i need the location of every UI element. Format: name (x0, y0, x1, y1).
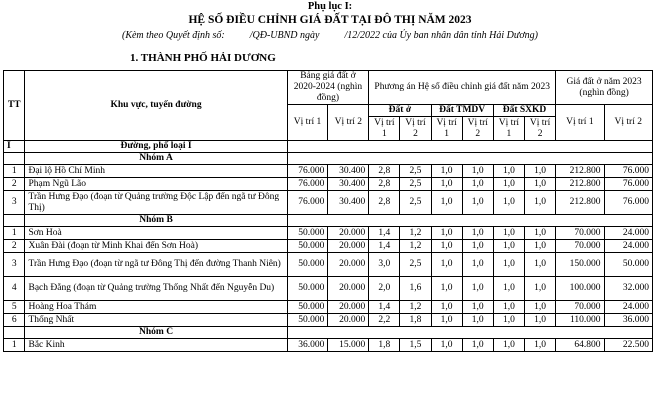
cell-g1: 212.800 (556, 191, 604, 215)
cell-name: Nhóm B (25, 215, 287, 227)
cell-t2: 1,0 (462, 314, 493, 327)
col-2023-vt2: Vị trí 2 (604, 105, 652, 141)
cell-p1: 76.000 (287, 178, 328, 191)
table-row (4, 178, 653, 191)
empty-cell (4, 327, 25, 339)
cell-g2: 24.000 (604, 227, 652, 240)
group-row (4, 327, 653, 339)
cell-g1: 110.000 (556, 314, 604, 327)
cell-g2: 76.000 (604, 178, 652, 191)
cell-o1: 1,8 (369, 339, 400, 352)
cell-o2: 1,2 (400, 227, 431, 240)
cell-p2: 20.000 (328, 301, 369, 314)
col-price-vt2: Vị trí 2 (328, 105, 369, 141)
cell-g1: 212.800 (556, 178, 604, 191)
cell-t1: 1,0 (431, 165, 462, 178)
cell-s1: 1,0 (493, 277, 524, 301)
cell-o1: 1,4 (369, 301, 400, 314)
cell-o2: 2,5 (400, 253, 431, 277)
cell-t2: 1,0 (462, 339, 493, 352)
cell-g2: 24.000 (604, 301, 652, 314)
cell-g2: 32.000 (604, 277, 652, 301)
cell-t1: 1,0 (431, 240, 462, 253)
cell-s2: 1,0 (524, 240, 555, 253)
cell-p1: 50.000 (287, 301, 328, 314)
cell-s1: 1,0 (493, 253, 524, 277)
cell-o2: 1,2 (400, 240, 431, 253)
col-price-table: Bảng giá đất ở 2020-2024 (nghìn đồng) (287, 71, 369, 105)
cell-s1: 1,0 (493, 165, 524, 178)
col-price-2023: Giá đất ở năm 2023 (nghìn đồng) (556, 71, 653, 105)
cell-tt: 5 (4, 301, 25, 314)
cell-name: Hoàng Hoa Thám (25, 301, 287, 314)
cell-p2: 20.000 (328, 253, 369, 277)
cell-p1: 50.000 (287, 227, 328, 240)
cell-p2: 20.000 (328, 227, 369, 240)
col-tmdv-vt2: Vị trí 2 (462, 117, 493, 141)
col-dat-tmdv: Đất TMDV (431, 105, 493, 117)
empty-cell (287, 141, 652, 153)
col-sxkd-vt1: Vị trí 1 (493, 117, 524, 141)
cell-p2: 20.000 (328, 240, 369, 253)
cell-tt: 6 (4, 314, 25, 327)
cell-tt: 2 (4, 240, 25, 253)
cell-p1: 36.000 (287, 339, 328, 352)
col-tt: TT (4, 71, 25, 141)
table-row (4, 227, 653, 240)
cell-s2: 1,0 (524, 165, 555, 178)
cell-t1: 1,0 (431, 191, 462, 215)
cell-o2: 2,5 (400, 165, 431, 178)
cell-t2: 1,0 (462, 191, 493, 215)
cell-s2: 1,0 (524, 253, 555, 277)
cell-t2: 1,0 (462, 277, 493, 301)
cell-tt: 1 (4, 165, 25, 178)
cell-name: Sơn Hoà (25, 227, 287, 240)
cell-s2: 1,0 (524, 191, 555, 215)
table-row (4, 253, 653, 277)
cell-g2: 22.500 (604, 339, 652, 352)
cell-tt: 2 (4, 178, 25, 191)
cell-tt: 3 (4, 253, 25, 277)
cell-t2: 1,0 (462, 240, 493, 253)
cell-t1: 1,0 (431, 301, 462, 314)
cell-g2: 76.000 (604, 165, 652, 178)
cell-name: Bạch Đằng (đoạn từ Quảng trường Thống Nhất đến Nguyễn Du) (25, 277, 287, 301)
cell-t1: 1,0 (431, 339, 462, 352)
cell-p2: 30.400 (328, 178, 369, 191)
cell-t2: 1,0 (462, 253, 493, 277)
cell-tt: 3 (4, 191, 25, 215)
cell-o2: 2,5 (400, 191, 431, 215)
cell-p2: 20.000 (328, 277, 369, 301)
cell-p2: 15.000 (328, 339, 369, 352)
section-title: 1. THÀNH PHỐ HẢI DƯƠNG (130, 52, 276, 64)
cell-t1: 1,0 (431, 227, 462, 240)
cell-o1: 2,2 (369, 314, 400, 327)
cell-t2: 1,0 (462, 301, 493, 314)
cell-tt: 1 (4, 339, 25, 352)
decision-reference: (Kèm theo Quyết định số: /QĐ-UBND ngày /12/2022 của Ủy ban nhân dân tỉnh Hải Dương) (121, 30, 539, 41)
cell-p2: 30.400 (328, 165, 369, 178)
cell-s1: 1,0 (493, 314, 524, 327)
cell-name: Xuân Đài (đoạn từ Minh Khai đến Sơn Hoà) (25, 240, 287, 253)
table-row (4, 314, 653, 327)
cell-p1: 50.000 (287, 253, 328, 277)
col-area: Khu vực, tuyến đường (25, 71, 287, 141)
land-price-table (3, 70, 653, 352)
table-row (4, 339, 653, 352)
cell-p1: 76.000 (287, 191, 328, 215)
cell-g2: 24.000 (604, 240, 652, 253)
cell-p2: 20.000 (328, 314, 369, 327)
table-row (4, 240, 653, 253)
cell-s1: 1,0 (493, 301, 524, 314)
group-row (4, 153, 653, 165)
cell-s2: 1,0 (524, 314, 555, 327)
cell-t1: 1,0 (431, 178, 462, 191)
cell-o1: 2,8 (369, 165, 400, 178)
cell-g1: 212.800 (556, 165, 604, 178)
col-2023-vt1: Vị trí 1 (556, 105, 604, 141)
col-dat-sxkd: Đất SXKD (493, 105, 555, 117)
cell-tt: 1 (4, 227, 25, 240)
cell-name: Đại lộ Hồ Chí Minh (25, 165, 287, 178)
cell-o1: 3,0 (369, 253, 400, 277)
cell-name: Thống Nhất (25, 314, 287, 327)
empty-cell (4, 153, 25, 165)
table-row (4, 301, 653, 314)
cell-t1: 1,0 (431, 253, 462, 277)
empty-cell (4, 215, 25, 227)
cell-o1: 2,8 (369, 191, 400, 215)
document-title: HỆ SỐ ĐIỀU CHỈNH GIÁ ĐẤT TẠI ĐÔ THỊ NĂM 2023 (188, 14, 472, 26)
cell-g2: 76.000 (604, 191, 652, 215)
cell-g1: 64.800 (556, 339, 604, 352)
cell-s1: 1,0 (493, 339, 524, 352)
cell-g2: 36.000 (604, 314, 652, 327)
cell-name: Phạm Ngũ Lão (25, 178, 287, 191)
cell-s2: 1,0 (524, 227, 555, 240)
cell-p1: 50.000 (287, 277, 328, 301)
table-row (4, 165, 653, 178)
cell-o1: 2,8 (369, 178, 400, 191)
cell-name: Nhóm A (25, 153, 287, 165)
col-o-vt2: Vị trí 2 (400, 117, 431, 141)
cell-o2: 2,5 (400, 178, 431, 191)
cell-g1: 150.000 (556, 253, 604, 277)
cell-p1: 50.000 (287, 314, 328, 327)
cell-o2: 1,6 (400, 277, 431, 301)
section-row (4, 141, 653, 153)
cell-g1: 70.000 (556, 227, 604, 240)
cell-t1: 1,0 (431, 277, 462, 301)
table-body (4, 141, 653, 352)
table-row (4, 191, 653, 215)
col-coef-group: Phương án Hệ số điều chỉnh giá đất năm 2023 (369, 71, 556, 105)
cell-t2: 1,0 (462, 178, 493, 191)
table-row (4, 277, 653, 301)
cell-g1: 70.000 (556, 301, 604, 314)
appendix-label: Phụ lục I: (307, 1, 353, 12)
cell-o1: 1,4 (369, 227, 400, 240)
cell-s2: 1,0 (524, 301, 555, 314)
empty-cell (287, 153, 652, 165)
cell-s1: 1,0 (493, 191, 524, 215)
group-row (4, 215, 653, 227)
cell-t2: 1,0 (462, 227, 493, 240)
cell-name: Trần Hưng Đạo (đoạn từ ngã tư Đông Thị đến đường Thanh Niên) (25, 253, 287, 277)
cell-g2: 50.000 (604, 253, 652, 277)
col-sxkd-vt2: Vị trí 2 (524, 117, 555, 141)
cell-t1: 1,0 (431, 314, 462, 327)
cell-name: Đường, phố loại I (25, 141, 287, 153)
cell-p1: 76.000 (287, 165, 328, 178)
cell-s2: 1,0 (524, 339, 555, 352)
cell-s2: 1,0 (524, 178, 555, 191)
cell-o1: 2,0 (369, 277, 400, 301)
cell-p1: 50.000 (287, 240, 328, 253)
col-dat-o: Đất ở (369, 105, 431, 117)
cell-name: Trần Hưng Đạo (đoạn từ Quảng trường Độc Lập đến ngã tư Đông Thị) (25, 191, 287, 215)
cell-g1: 100.000 (556, 277, 604, 301)
cell-name: Nhóm C (25, 327, 287, 339)
col-tmdv-vt1: Vị trí 1 (431, 117, 462, 141)
cell-g1: 70.000 (556, 240, 604, 253)
cell-tt: 4 (4, 277, 25, 301)
cell-o1: 1,4 (369, 240, 400, 253)
cell-o2: 1,2 (400, 301, 431, 314)
cell-t2: 1,0 (462, 165, 493, 178)
cell-o2: 1,8 (400, 314, 431, 327)
cell-p2: 30.400 (328, 191, 369, 215)
cell-name: Bắc Kinh (25, 339, 287, 352)
col-o-vt1: Vị trí 1 (369, 117, 400, 141)
cell-s1: 1,0 (493, 227, 524, 240)
empty-cell (287, 215, 652, 227)
cell-o2: 1,5 (400, 339, 431, 352)
cell-s2: 1,0 (524, 277, 555, 301)
cell-s1: 1,0 (493, 178, 524, 191)
empty-cell (287, 327, 652, 339)
cell-s1: 1,0 (493, 240, 524, 253)
col-price-vt1: Vị trí 1 (287, 105, 328, 141)
cell-tt: I (4, 141, 25, 153)
